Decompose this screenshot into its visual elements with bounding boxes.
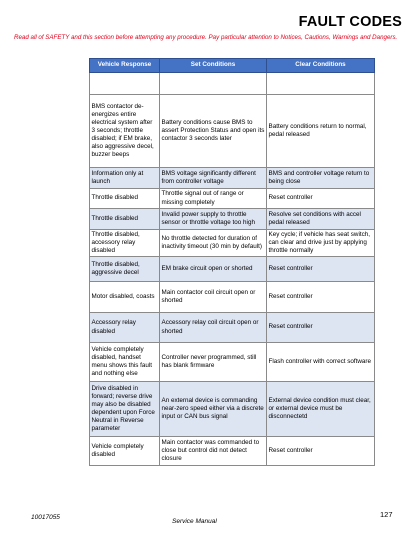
- clear-conditions-cell: Battery conditions return to normal, pedal released: [267, 95, 375, 168]
- table-row: [90, 257, 375, 282]
- vehicle-response-cell: Drive disabled in forward; reverse drive may also be disabled dependent upon Force Neutral in Reverse parameter: [90, 382, 160, 437]
- vehicle-response-cell: Accessory relay disabled: [90, 313, 160, 343]
- page-number: 127: [380, 510, 393, 519]
- spacer-cell: [90, 73, 160, 95]
- set-conditions-cell: BMS voltage significantly different from controller voltage: [160, 168, 267, 189]
- table-row: [90, 313, 375, 343]
- set-conditions-cell: Battery conditions cause BMS to assert Protection Status and open its contactor 3 seconds later: [160, 95, 267, 168]
- set-conditions-cell: Controller never programmed, still has blank firmware: [160, 343, 267, 382]
- set-conditions-cell: Main contactor coil circuit open or shorted: [160, 282, 267, 313]
- table-row: [90, 343, 375, 382]
- clear-conditions-cell: Resolve set conditions with accel pedal released: [267, 209, 375, 230]
- table-row: [90, 209, 375, 230]
- table-row: [90, 168, 375, 189]
- column-header-vehicle-response: Vehicle Response: [90, 59, 160, 73]
- clear-conditions-cell: Reset controller: [267, 313, 375, 343]
- manual-name: Service Manual: [172, 518, 217, 525]
- clear-conditions-cell: Reset controller: [267, 437, 375, 466]
- vehicle-response-cell: Throttle disabled: [90, 189, 160, 209]
- clear-conditions-cell: Flash controller with correct software: [267, 343, 375, 382]
- clear-conditions-cell: Key cycle; if vehicle has seat switch, can clear and drive just by applying throttle normally: [267, 230, 375, 257]
- set-conditions-cell: An external device is commanding near-zero speed either via a discrete input or CAN bus signal: [160, 382, 267, 437]
- table-spacer-row: [90, 73, 375, 95]
- clear-conditions-cell: Reset controller: [267, 257, 375, 282]
- table-row: [90, 437, 375, 466]
- vehicle-response-cell: Throttle disabled, accessory relay disabled: [90, 230, 160, 257]
- clear-conditions-cell: Reset controller: [267, 189, 375, 209]
- vehicle-response-cell: Information only at launch: [90, 168, 160, 189]
- column-header-clear-conditions: Clear Conditions: [267, 59, 375, 73]
- safety-warning: Read all of SAFETY and this section before attempting any procedure. Pay particular attention to Notices, Cautions, Warnings and Dangers.: [14, 34, 398, 41]
- vehicle-response-cell: Throttle disabled, aggressive decel: [90, 257, 160, 282]
- page-title: FAULT CODES: [298, 14, 402, 30]
- set-conditions-cell: Invalid power supply to throttle sensor or throttle voltage too high: [160, 209, 267, 230]
- spacer-cell: [160, 73, 267, 95]
- document-number: 10017055: [31, 514, 60, 521]
- vehicle-response-cell: Motor disabled, coasts: [90, 282, 160, 313]
- column-header-set-conditions: Set Conditions: [160, 59, 267, 73]
- set-conditions-cell: Main contactor was commanded to close but control did not detect closure: [160, 437, 267, 466]
- table-row: [90, 189, 375, 209]
- table-row: [90, 230, 375, 257]
- table-row: [90, 95, 375, 168]
- spacer-cell: [267, 73, 375, 95]
- clear-conditions-cell: BMS and controller voltage return to being close: [267, 168, 375, 189]
- clear-conditions-cell: Reset controller: [267, 282, 375, 313]
- set-conditions-cell: No throttle detected for duration of inactivity timeout (30 min by default): [160, 230, 267, 257]
- set-conditions-cell: EM brake circuit open or shorted: [160, 257, 267, 282]
- table-row: [90, 382, 375, 437]
- fault-codes-table: [89, 58, 375, 466]
- set-conditions-cell: Throttle signal out of range or missing completely: [160, 189, 267, 209]
- set-conditions-cell: Accessory relay coil circuit open or shorted: [160, 313, 267, 343]
- table-row: [90, 282, 375, 313]
- clear-conditions-cell: External device condition must clear, or external device must be disconnectetd: [267, 382, 375, 437]
- vehicle-response-cell: BMS contactor de-energizes entire electrical system after 3 seconds; throttle disabled; if EM brake, also aggressive decel, buzzer beeps: [90, 95, 160, 168]
- vehicle-response-cell: Vehicle completely disabled: [90, 437, 160, 466]
- vehicle-response-cell: Throttle disabled: [90, 209, 160, 230]
- table-header-row: [90, 59, 375, 73]
- vehicle-response-cell: Vehicle completely disabled, handset menu shows this fault and nothing else: [90, 343, 160, 382]
